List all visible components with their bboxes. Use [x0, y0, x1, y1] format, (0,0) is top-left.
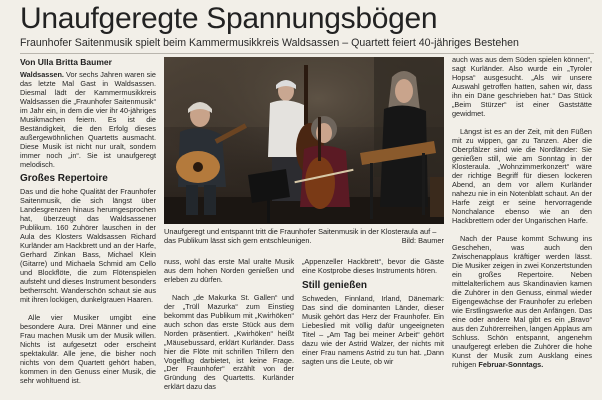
paragraph: Alle vier Musiker umgibt eine besondere Aura. Drei Männer und eine Frau machen Musik um der Musik willen. Nichts ist aufgesetzt oder erscheint spektakulär. Alle jene, die bisher noch nichts von dem Quartett gehört haben, kommen in den Genuss einer Musik, die sehr wohltuend ist.	[20, 312, 156, 385]
article-column-1	[20, 71, 156, 400]
closing-bold: Februar-Sonntags.	[478, 359, 544, 369]
article-column-2	[164, 258, 294, 400]
article-photo	[164, 57, 444, 224]
photo-caption	[164, 227, 444, 245]
dateline: Waldsassen.	[20, 71, 64, 79]
paragraph: Längst ist es an der Zeit, mit den Füßen mit zu wippen, gar zu Tanzen. Aber die Oberpfälzer sind wie die Nordländer: Sie genießen still, wie am Sonntag in der Klosteraula. „Wohnzimmerkonzert“ wäre der richtige Begriff für diesen lockeren Abend, an dem vor allem Kurländer nahezu nie in ein Notenblatt schaut. An der Harfe zeigt er seine hervorragende Nonchalance ebenso wie an den Hackbrettern oder der Ungarischen Harfe.	[452, 126, 592, 226]
header-divider	[20, 53, 594, 54]
paragraph: Schweden, Finnland, Irland, Dänemark: Das sind die dominanten Länder, dieser Musik gehört das Herz der Fraunhofer. Ein Liebeslied mit völlig dafür ungeeigneten Titel – „Am Tag bei meiner Arbeit“ gehört dazu wie der Astrid Walzer, der nichts mit einer Frau namens Astrid zu tun hat. „Dann sagten uns die Leute, ob wir	[302, 293, 444, 366]
musicians-photo-illustration	[164, 57, 444, 224]
lead-paragraph	[20, 71, 156, 169]
paragraph-text: Nach der Pause kommt Schwung ins Geschehen, was auch den Zwischenapplaus kräftiger werden lässt. Die Musiker zeigen in zwei Konzertstunden ein großes Repertoire. Neben mittelalterlichem aus Skandinavien kamen die Zuhörer in den Genuss, einmal wieder Eigengewächse der Fraunhofer zu erleben wie Erstlingswerke aus den Anfängen. Das eine oder andere Mal gibt es ein „Bravo“ aus den Zuhörerreihen, langen Applaus am Schluss. Schön entspannt, angenehm unaufgeregt erleben die Zuhörer die hohe Kunst der Musik zum Ausklang eines ruhigen	[452, 234, 592, 369]
article-column-3	[302, 258, 444, 400]
paragraph	[452, 235, 592, 369]
photo-credit: Bild: Baumer	[401, 236, 444, 245]
paragraph: auch was aus dem Süden spielen können“, sagt Kurländer. Also wurde ein „Tyroler Hopsa“ ausgesucht. „Als wir unsere Auswahl getroffen hatten, sahen wir, dass ihn ein Däne geschrieben hat.“ Das Stück „Beim Stürzer“ ist einer Gaststätte gewidmet.	[452, 56, 592, 118]
article-byline: Von Ulla Britta Baumer	[20, 57, 112, 67]
article-headline: Unaufgeregte Spannungsbögen	[20, 2, 438, 35]
paragraph: nuss, wohl das erste Mal uralte Musik aus dem hohen Norden genießen und erleben zu dürfen.	[164, 258, 294, 284]
subheading-repertoire: Großes Repertoire	[20, 173, 108, 185]
caption-text: Unaufgeregt und entspannt tritt die Fraunhofer Saitenmusik in der Klosteraula auf – das Publikum lässt sich gern entschleunigen.	[164, 227, 437, 245]
paragraph: Das und die hohe Qualität der Fraunhofer Saitenmusik, die sich längst über Landesgrenzen hinaus herumgesprochen hat, überzeugt das Waldsassener Publikum. 160 Zuhörer lauschen in der Aula des Klosters Waldsassen Richard Kurländer am Hackbrett und an der Harfe, Gerhard Zinkan Bass, Michael Klein (Gitarre) und Michaela Schmid am Cello und Blockflöte, die zum Flötenspielen aufsteht und dieses Instrument besonders betherrscht. Wanderschön schaut sie aus mit ihren lockigen, dunkelgrauen Haaren.	[20, 187, 156, 304]
subheading-still-geniessen: Still genießen	[302, 279, 368, 291]
article-column-4	[452, 56, 592, 400]
paragraph: „Appenzeller Hackbrett“, bevor die Gäste eine Kostprobe dieses Instruments hören.	[302, 258, 444, 275]
article-subheadline: Fraunhofer Saitenmusik spielt beim Kammermusikkreis Waldsassen – Quartett feiert 40-jähriges Bestehen	[20, 37, 519, 49]
paragraph: Nach „de Makurka St. Gallen“ und der „Trüll Mazurka“ zum Einstieg bekommt das Publikum mit „Kwirhöken“ auch schon das erste Stück aus dem Norden präsentiert. „Kwirhöken“ heißt „Mäusebussard, erklärt Kurländer. Dass hier die Flöte mit schrillen Trillern den Vogelflug darbietet, ist keine Frage. „Der Fraunhofer“ erzählt von der Gründung des Quartetts. Kurländer erklärt dazu das	[164, 292, 294, 392]
lead-text: Vor sechs Jahren waren sie das letzte Mal Gast in Waldsassen. Diesmal lädt der Kammermusikkreis Waldsassen die „Fraunhofer Saitenmusik“ im Jahr ein, in dem die vier ihr 40-jähriges Musikmachen feiern. Es ist die Beständigkeit, die den Erfolg dieses außergewöhnlichen Quartetts ausmacht. Diese Musik ist nicht nur uralt, sondern immer noch „in“. Sie ist unaufgeregt melodisch.	[20, 71, 156, 169]
